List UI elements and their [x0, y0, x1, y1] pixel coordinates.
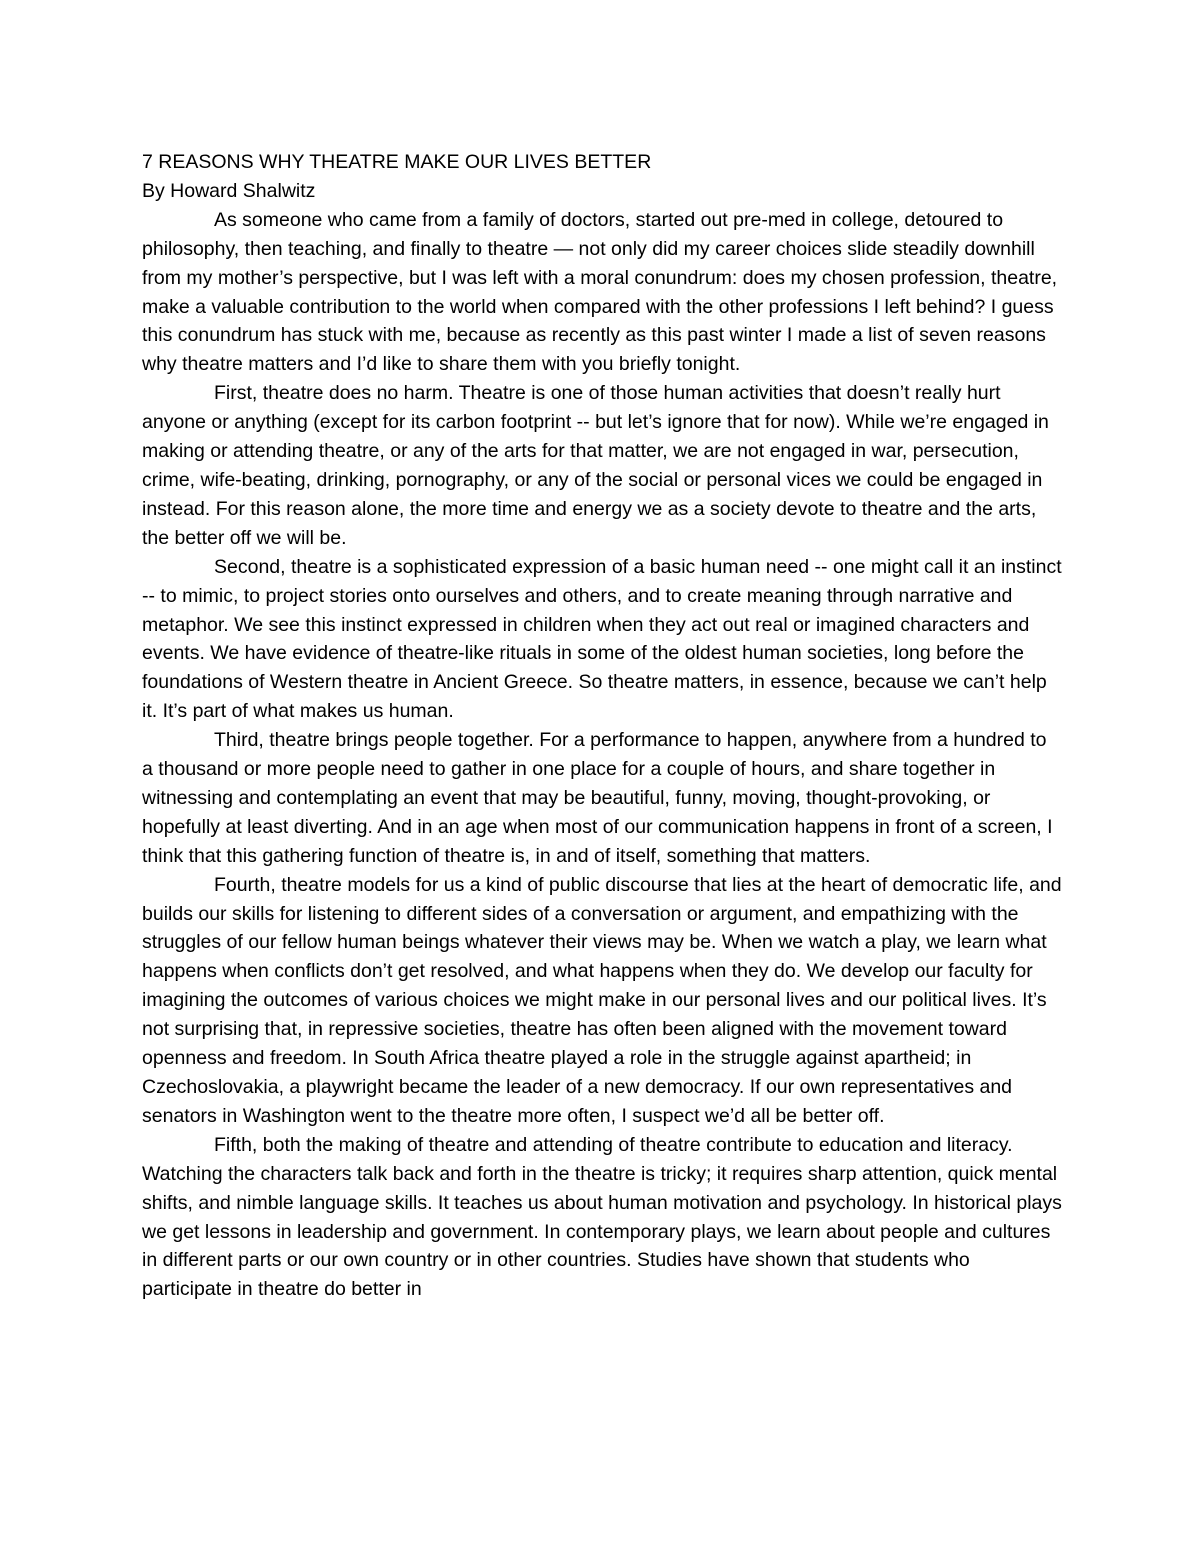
paragraph-third-reason: Third, theatre brings people together. For a performance to happen, anywhere from a hundred to a thousand or more people need to gather in one place for a couple of hours, and share together in witnessing and contemplating an event that may be beautiful, funny, moving, thought-provoking, or hopefully at least diverting. And in an age when most of our communication happens in front of a screen, I think that this gathering function of theatre is, in and of itself, something that matters.: [142, 729, 1053, 867]
document-body: [142, 148, 1062, 1304]
paragraph-second-reason: Second, theatre is a sophisticated expression of a basic human need -- one might call it an instinct -- to mimic, to project stories onto ourselves and others, and to create meaning through narrative and metaphor. We see this instinct expressed in children when they act out real or imagined characters and events. We have evidence of theatre-like rituals in some of the oldest human societies, long before the foundations of Western theatre in Ancient Greece. So theatre matters, in essence, because we can’t help it. It’s part of what makes us human.: [142, 555, 1062, 723]
paragraph-fourth-reason: Fourth, theatre models for us a kind of public discourse that lies at the heart of democratic life, and builds our skills for listening to different sides of a conversation or argument, and empathizing with the struggles of our fellow human beings whatever their views may be. When we watch a play, we learn what happens when conflicts don’t get resolved, and what happens when they do. We develop our faculty for imagining the outcomes of various choices we might make in our personal lives and our political lives. It’s not surprising that, in repressive societies, theatre has often been aligned with the movement toward openness and freedom. In South Africa theatre played a role in the struggle against apartheid; in Czechoslovakia, a playwright became the leader of a new democracy. If our own representatives and senators in Washington went to the theatre more often, I suspect we’d all be better off.: [142, 873, 1062, 1127]
paragraph-fifth-reason: Fifth, both the making of theatre and attending of theatre contribute to education and literacy. Watching the characters talk back and forth in the theatre is tricky; it requires sharp attention, quick mental shifts, and nimble language skills. It teaches us about human motivation and psychology. In historical plays we get lessons in leadership and government. In contemporary plays, we learn about people and cultures in different parts or our own country or in other countries. Studies have shown that students who participate in theatre do better in: [142, 1133, 1062, 1301]
document-byline: By Howard Shalwitz: [142, 179, 316, 202]
document-title: 7 REASONS WHY THEATRE MAKE OUR LIVES BETTER: [142, 151, 652, 173]
paragraph-intro: As someone who came from a family of doctors, started out pre-med in college, detoured to philosophy, then teaching, and finally to theatre — not only did my career choices slide steadily downhill from my mother’s perspective, but I was left with a moral conundrum: does my chosen profession, theatre, make a valuable contribution to the world when compared with the other professions I left behind? I guess this conundrum has stuck with me, because as recently as this past winter I made a list of seven reasons why theatre matters and I’d like to share them with you briefly tonight.: [142, 208, 1058, 376]
paragraph-first-reason: First, theatre does no harm. Theatre is one of those human activities that doesn’t really hurt anyone or anything (except for its carbon footprint -- but let’s ignore that for now). While we’re engaged in making or attending theatre, or any of the arts for that matter, we are not engaged in war, persecution, crime, wife-beating, drinking, pornography, or any of the social or personal vices we could be engaged in instead. For this reason alone, the more time and energy we as a society devote to theatre and the arts, the better off we will be.: [142, 382, 1049, 549]
